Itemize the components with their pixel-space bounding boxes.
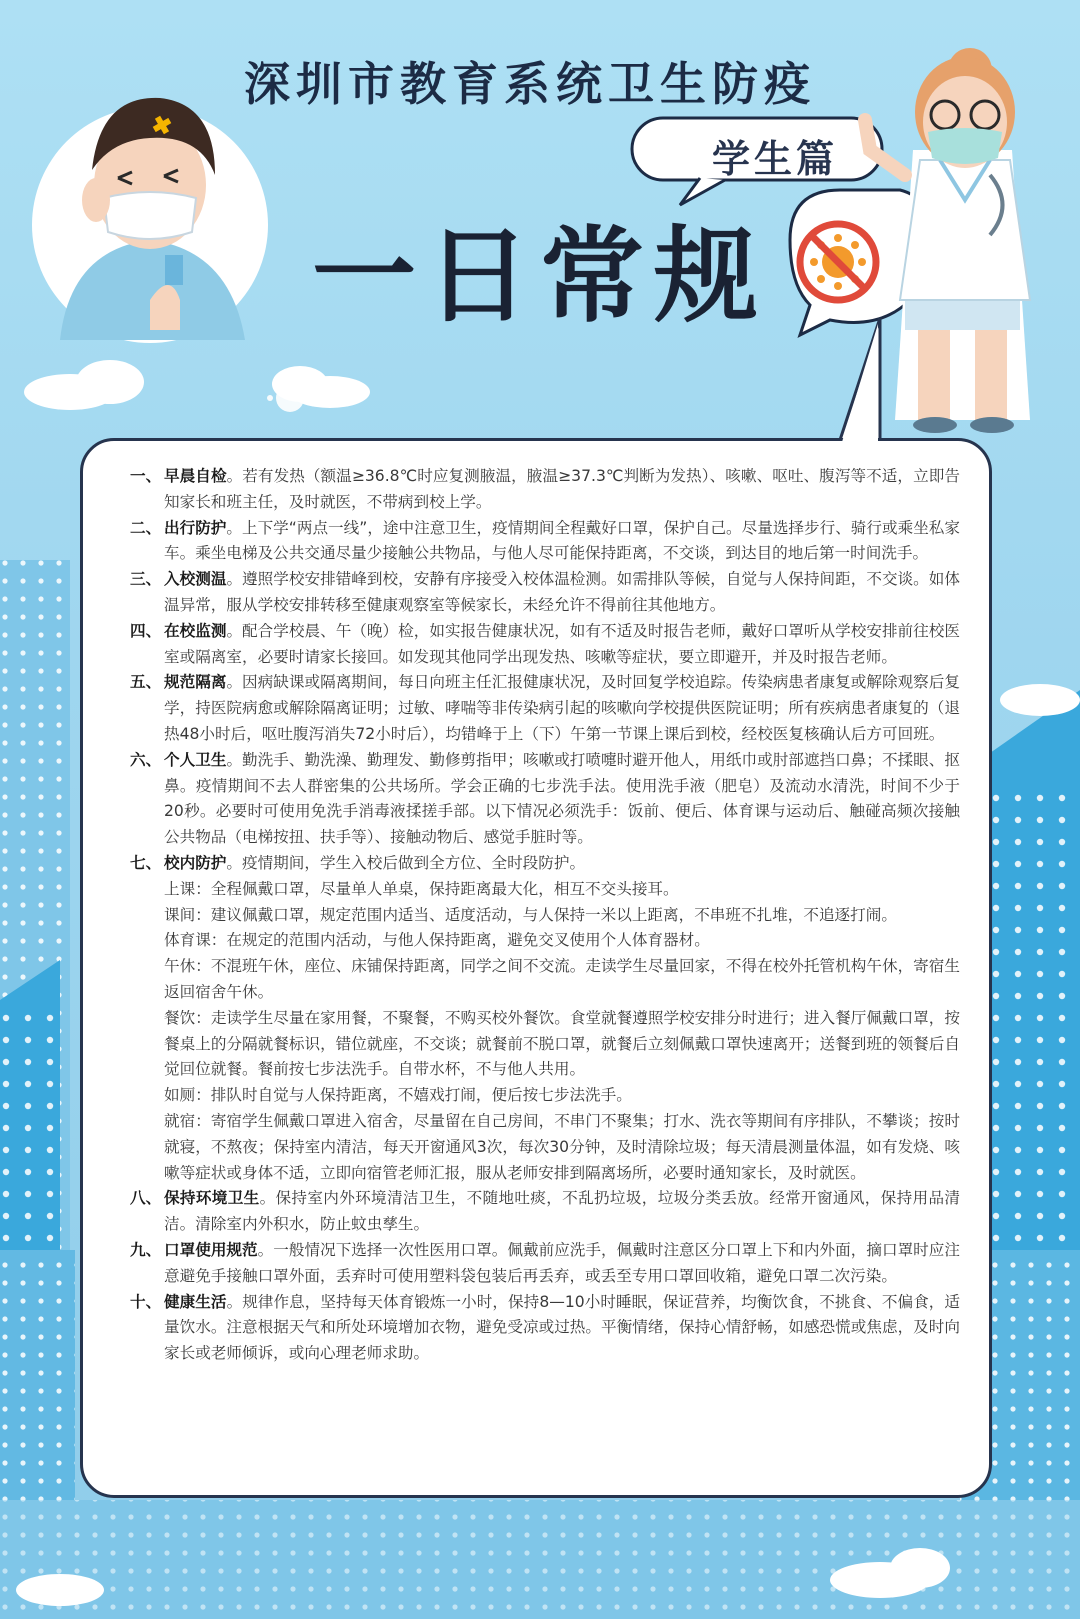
poster-subtitle: 学生篇 bbox=[711, 137, 838, 181]
card-pointer bbox=[840, 318, 880, 440]
rule-number: 九、 bbox=[130, 1240, 162, 1259]
rule-item-9 bbox=[130, 1238, 960, 1290]
rule-text: 。因病缺课或隔离期间，每日向班主任汇报健康状况，及时回复学校追踪。传染病患者康复或解除观察后复学，持医院病愈或解除隔离证明；过敏、哮喘等非传染病引起的咳嗽向学校提供医院证明；所有疾病患者康复的（退热48小时后，呕吐腹泻消失72小时后），均错峰于上（下）午第一节课上课后到校，经校医复核确认后方可回班。 bbox=[164, 673, 960, 743]
rule-item-3 bbox=[130, 567, 960, 619]
rule-item-2 bbox=[130, 516, 960, 568]
rule-item-8 bbox=[130, 1186, 960, 1238]
sub-rule-restroom: 如厕：排队时自觉与人保持距离，不嬉戏打闹，便后按七步法洗手。 bbox=[164, 1086, 632, 1105]
boy-illustration bbox=[32, 98, 268, 343]
sub-rule-break: 课间：建议佩戴口罩，规定范围内适当、适度活动，与人保持一米以上距离，不串班不扎堆，不追逐打闹。 bbox=[164, 905, 897, 924]
rule-text: 。遵照学校安排错峰到校，安静有序接受入校体温检测。如需排队等候，自觉与人保持间距，不交谈。如体温异常，服从学校安排转移至健康观察室等候家长，未经允许不得前往其他地方。 bbox=[164, 570, 960, 614]
rule-title: 个人卫生 bbox=[164, 750, 227, 769]
rule-number: 五、 bbox=[130, 673, 162, 692]
rule-title: 口罩使用规范 bbox=[164, 1240, 258, 1259]
main-title: 一日常规 bbox=[311, 215, 768, 337]
rule-number: 四、 bbox=[130, 621, 162, 640]
rule-number: 十、 bbox=[130, 1292, 162, 1311]
rule-text: 。规律作息，坚持每天体育锻炼一小时，保持8—10小时睡眠，保证营养，均衡饮食，不挑食、不偏食，适量饮水。注意根据天气和所处环境增加衣物，避免受凉或过热。平衡情绪，保持心情舒畅，如感恐慌或焦虑，及时向家长或老师倾诉，或向心理老师求助。 bbox=[164, 1292, 960, 1363]
rule-text: 。一般情况下选择一次性医用口罩。佩戴前应洗手，佩戴时注意区分口罩上下和内外面，摘口罩时应注意避免手接触口罩外面，丢弃时可使用塑料袋包装后再丢弃，或丢至专用口罩回收箱，避免口罩二次污染。 bbox=[164, 1240, 960, 1285]
rule-item-5 bbox=[130, 670, 960, 747]
rule-title: 出行防护 bbox=[164, 518, 227, 537]
rule-text: 。上下学“两点一线”，途中注意卫生，疫情期间全程戴好口罩，保护自己。尽量选择步行、骑行或乘坐私家车。乘坐电梯及公共交通尽量少接触公共物品，与他人尽可能保持距离，不交谈，到达目的地后第一时间洗手。 bbox=[164, 518, 960, 563]
no-virus-icon bbox=[800, 224, 876, 300]
rule-item-10 bbox=[130, 1290, 960, 1367]
rule-text: 。配合学校晨、午（晚）检，如实报告健康状况，如有不适及时报告老师，戴好口罩听从学校安排前往校医室或隔离室，必要时请家长接回。如发现其他同学出现发热、咳嗽等症状，要立即避开，并及时报告老师。 bbox=[164, 621, 960, 666]
rule-item-1 bbox=[130, 464, 960, 516]
rule-title: 在校监测 bbox=[164, 621, 227, 640]
rule-title: 早晨自检 bbox=[164, 467, 227, 485]
sub-rule-nap: 午休：不混班午休，座位、床铺保持距离，同学之间不交流。走读学生尽量回家，不得在校外托管机构午休，寄宿生返回宿舍午休。 bbox=[164, 957, 960, 1001]
rule-number: 二、 bbox=[130, 518, 162, 537]
rule-text: 。勤洗手、勤洗澡、勤理发、勤修剪指甲；咳嗽或打喷嚏时避开他人，用纸巾或肘部遮挡口鼻；不揉眼、抠鼻。疫情期间不去人群密集的公共场所。学会正确的七步洗手法。使用洗手液（肥皂）及流动水清洗，时间不少于20秒。必要时可使用免洗手消毒液揉搓手部。以下情况必须洗手：饭前、便后、体育课与运动后、触碰高频次接触公共物品（电梯按扭、扶手等）、接触动物后、感觉手脏时等。 bbox=[164, 750, 960, 847]
rule-title: 规范隔离 bbox=[164, 673, 227, 692]
rule-number: 七、 bbox=[130, 853, 162, 872]
rule-title: 校内防护 bbox=[164, 853, 227, 872]
rule-number: 三、 bbox=[130, 570, 162, 589]
rule-title: 保持环境卫生 bbox=[164, 1189, 260, 1208]
rule-title: 入校测温 bbox=[164, 570, 227, 589]
rule-text: 。疫情期间，学生入校后做到全方位、全时段防护。 bbox=[226, 853, 586, 872]
sub-rule-dining: 餐饮：走读学生尽量在家用餐，不聚餐，不购买校外餐饮。食堂就餐遵照学校安排分时进行；进入餐厅佩戴口罩，按餐桌上的分隔就餐标识，错位就座，不交谈；就餐前不脱口罩，就餐后立刻佩戴口罩快速离开；送餐到班的领餐后自觉回位就餐。餐前按七步法洗手。自带水杯，不与他人共用。 bbox=[164, 1008, 960, 1079]
rule-number: 六、 bbox=[130, 750, 162, 769]
sub-rule-dorm: 就宿：寄宿学生佩戴口罩进入宿舍，尽量留在自己房间，不串门不聚集；打水、洗衣等期间有序排队，不攀谈；按时就寝，不熬夜；保持室内清洁，每天开窗通风3次，每次30分钟，及时清除垃圾；每天清晨测量体温，如有发烧、咳嗽等症状或身体不适，立即向宿管老师汇报，服从老师安排到隔离场所，必要时通知家长，及时就医。 bbox=[164, 1111, 960, 1182]
sub-rule-pe: 体育课：在规定的范围内活动，与他人保持距离，避免交叉使用个人体育器材。 bbox=[164, 931, 710, 950]
rules-list bbox=[130, 464, 960, 1367]
poster-title: 深圳市教育系统卫生防疫 bbox=[244, 57, 816, 111]
rule-text: 。若有发热（额温≥36.8℃时应复测腋温，腋温≥37.3℃判断为发热）、咳嗽、呕吐、腹泻等不适，立即告知家长和班主任，及时就医，不带病到校上学。 bbox=[164, 467, 960, 511]
rule-item-4 bbox=[130, 619, 960, 671]
rule-number: 八、 bbox=[130, 1189, 162, 1208]
rule-title: 健康生活 bbox=[164, 1292, 227, 1311]
rule-item-6 bbox=[130, 748, 960, 851]
rule-number: 一、 bbox=[130, 467, 162, 485]
rule-item-7 bbox=[130, 851, 960, 877]
sub-rule-class: 上课：全程佩戴口罩，尽量单人单桌，保持距离最大化，相互不交头接耳。 bbox=[164, 879, 679, 898]
rule-text: 。保持室内外环境清洁卫生，不随地吐痰，不乱扔垃圾，垃圾分类丢放。经常开窗通风，保持用品清洁。清除室内外积水，防止蚊虫孳生。 bbox=[164, 1189, 960, 1234]
left-buildings bbox=[0, 560, 75, 1619]
